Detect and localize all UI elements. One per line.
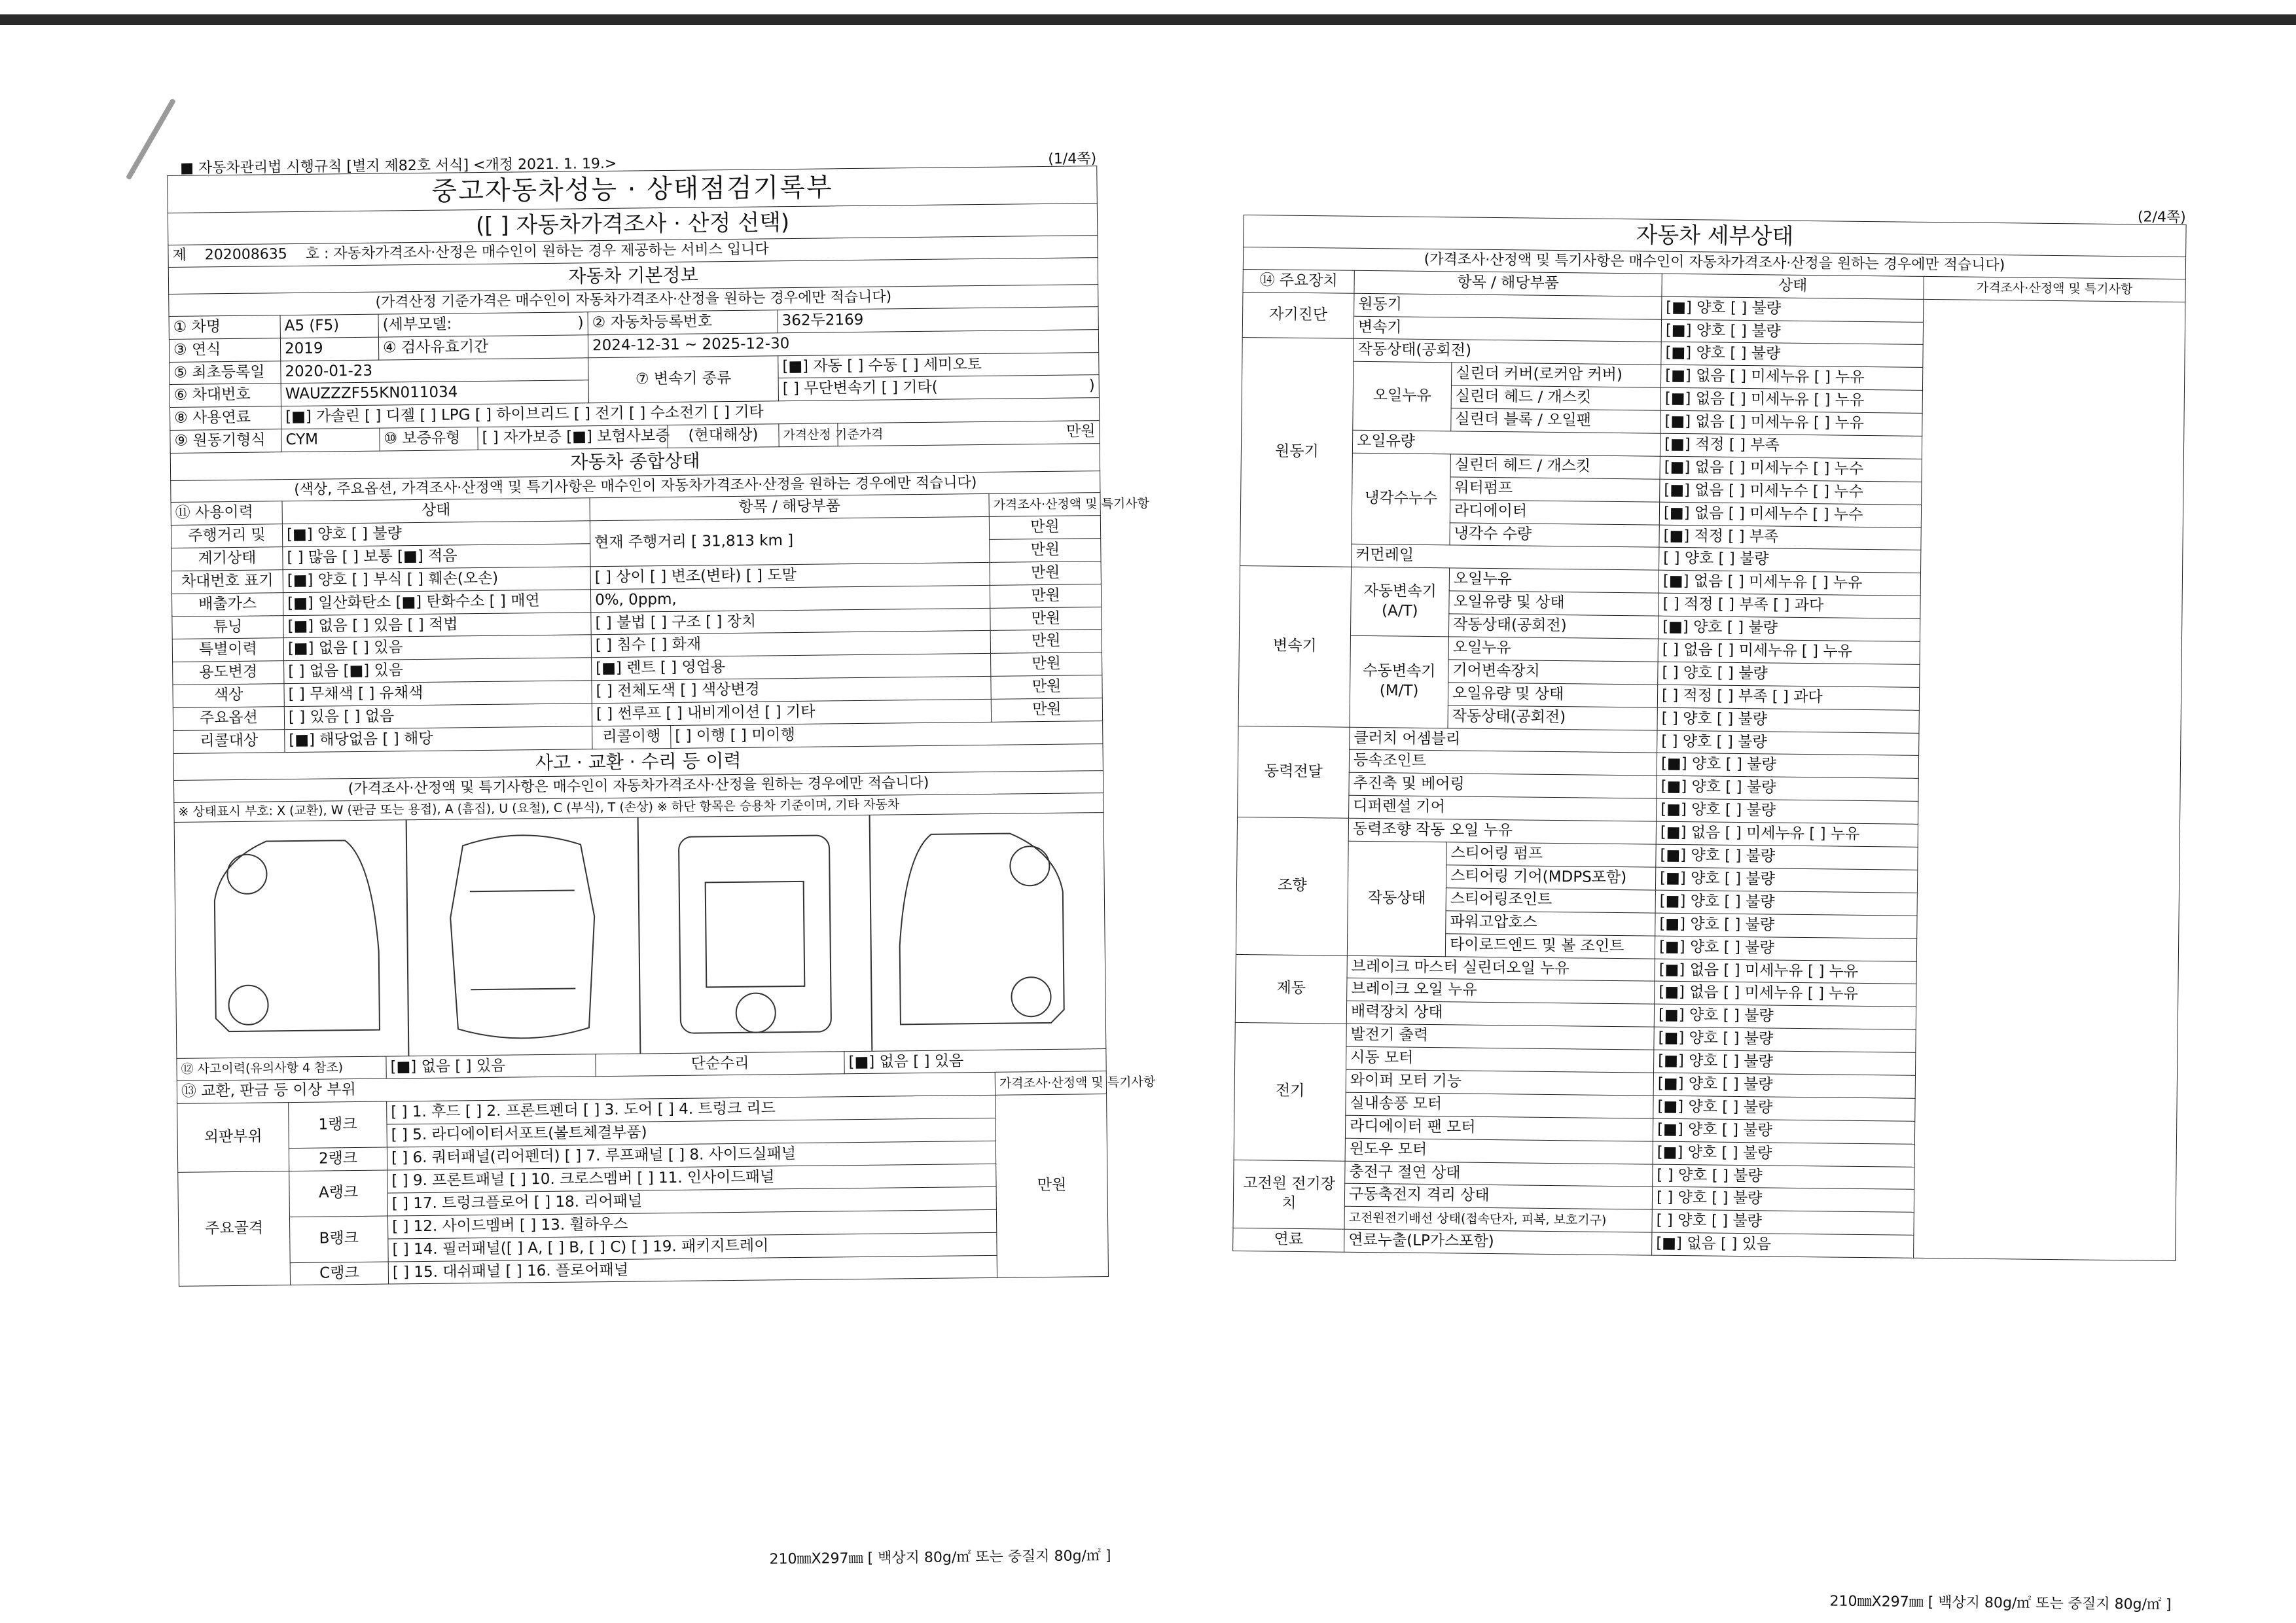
row-item: 윈도우 모터 [1345,1138,1653,1164]
row-item: 등속조인트 [1349,750,1657,776]
row-state: [■] 적정 [ ] 부족 [1660,433,1922,459]
group-mt: 수동변속기 (M/T) [1350,635,1448,728]
row-item: 실내송풍 모터 [1346,1092,1653,1118]
row-state: [■] 없음 [ ] 미세누수 [ ] 누수 [1659,502,1921,527]
row-state: [ ] 양호 [ ] 불량 [1658,662,1920,687]
row-label: 용도변경 [173,661,284,685]
group-fuel: 연료 [1233,1228,1344,1253]
row-item: 스티어링 기어(MDPS포함) [1446,865,1655,890]
exchange-price-header: 가격조사·산정액 및 특기사항 [995,1071,1106,1096]
fuel-label: ⑧ 사용연료 [170,406,281,431]
frame-label: 주요골격 [178,1171,291,1287]
row-item: 0%, 0ppm, [590,585,990,612]
row-price: 만원 [990,584,1101,608]
row-item: 변속기 [1354,316,1661,342]
row-label: 주행거리 및 [171,524,282,548]
row-item: [■] 렌트 [ ] 영업용 [592,654,991,681]
page-1 [167,147,1156,1584]
rankC-label: C랭크 [290,1262,388,1285]
row-state: [■] 양호 [ ] 부식 [ ] 훼손(오손) [283,567,590,593]
group-power: 동력전달 [1238,726,1350,818]
transmission-line2: [ ] 무단변속기 [ ] 기타( [782,379,938,398]
paper-spec-footer: 210㎜X297㎜ [ 백상지 80g/㎡ 또는 중질지 80g/㎡ ] [1829,1593,2172,1613]
outer-panel-label: 외판부위 [177,1103,289,1172]
symbol-note: ※ 상태표시 부호: X (교환), W (판금 또는 용접), A (흠집), U (요철), C (부식), T (손상) ※ 하단 항목은 승용차 기준이며, 기타 자동차 [174,793,1103,822]
row-state: [ ] 양호 [ ] 불량 [1659,548,1921,573]
rankA-line2: [ ] 17. 트렁크플로어 [ ] 18. 리어패널 [387,1186,996,1216]
row-item: 오일누유 [1448,637,1658,662]
row-state: [ ] 적정 [ ] 부족 [ ] 과다 [1659,593,1920,618]
rankA-line1: [ ] 9. 프론트패널 [ ] 10. 크로스멤버 [ ] 11. 인사이드패널 [387,1164,996,1193]
group-trans: 변속기 [1238,566,1352,727]
vin-label: ⑥ 차대번호 [170,383,281,408]
first-reg-label: ⑤ 최초등록일 [170,361,281,385]
price-header: 가격조사·산정액 및 특기사항 [989,493,1100,517]
paper-spec-footer: 210㎜X297㎜ [ 백상지 80g/㎡ 또는 중질지 80g/㎡ ] [769,1548,1111,1568]
row-item: 연료누출(LP가스포함) [1344,1229,1652,1255]
recall-label: 리콜대상 [173,730,285,754]
row-state: [■] 없음 [ ] 미세누수 [ ] 누수 [1660,456,1922,482]
row-state: [■] 양호 [ ] 불량 [1655,890,1917,916]
row-item: 고전원전기배선 상태(접속단자, 피복, 보호기구) [1344,1206,1652,1232]
row-state: [■] 양호 [ ] 불량 [1655,936,1916,961]
row-label: 특별이력 [172,638,283,662]
row-item: 발전기 출력 [1346,1024,1654,1050]
row-state: [■] 양호 [ ] 불량 [1661,342,1923,368]
service-note: : 자동차가격조사·산정은 매수인이 원하는 경우 제공하는 서비스 입니다 [323,241,769,262]
row-label: 차대번호 표기 [171,569,283,594]
row-item: 실린더 헤드 / 개스킷 [1450,454,1660,479]
item-header: 항목 / 해당부품 [590,493,989,520]
rankB-line2: [ ] 14. 필러패널([ ] A, [ ] B, [ ] C) [ ] 19. 패키지트레이 [388,1232,997,1262]
row-price: 만원 [990,630,1102,654]
page-number: (2/4쪽) [2137,209,2186,226]
row-state: [■] 양호 [ ] 불량 [1653,1141,1914,1167]
row-item: 기어변속장치 [1448,660,1658,685]
model-year-value: 2019 [280,337,378,361]
row-state: [■] 없음 [ ] 있음 [283,635,591,661]
row-item: 원동기 [1354,293,1662,319]
row-state: [■] 없음 [ ] 미세누수 [ ] 누수 [1660,479,1922,505]
row-state: [■] 없음 [ ] 미세누유 [ ] 누유 [1660,410,1922,436]
simple-repair-label: 단순수리 [596,1051,844,1077]
row-state: [■] 양호 [ ] 불량 [1654,1050,1916,1075]
row-item: [ ] 상이 [ ] 변조(변타) [ ] 도말 [590,562,990,589]
warranty-value: [ ] 자가보증 [■] 보험사보증 [478,425,668,450]
rank2-line1: [ ] 6. 쿼터패널(리어펜더) [ ] 7. 루프패널 [ ] 8. 사이드실패널 [387,1141,996,1170]
rank2-label: 2랭크 [289,1147,387,1171]
row-price: 만원 [989,516,1100,540]
summary-title: 자동차 종합상태 [170,444,1100,480]
simple-repair-value: [■] 없음 [ ] 있음 [844,1048,1106,1074]
price-header: 가격조사·산정액 및 특기사항 [1924,276,2185,302]
form-subtitle: ([ ] 자동차가격조사 · 산정 선택) [168,204,1097,245]
row-item: 충전구 절연 상태 [1345,1161,1653,1187]
reg-no-value: 362두2169 [778,306,1098,332]
row-state: [■] 적정 [ ] 부족 [1659,525,1921,550]
row-state: [ ] 무채색 [ ] 유채색 [284,681,592,707]
row-price: 만원 [991,652,1102,677]
row-item: 브레이크 오일 누유 [1347,978,1655,1005]
row-item: [ ] 침수 [ ] 화재 [591,631,990,658]
row-state: [■] 양호 [ ] 불량 [1661,319,1923,345]
row-item: 동력조향 작동 오일 누유 [1348,818,1656,844]
row-state: [■] 없음 [ ] 미세누유 [ ] 누유 [1656,821,1918,847]
recall-state: [■] 해당없음 [ ] 해당 [285,726,592,753]
form-legal-header: ■ 자동차관리법 시행규칙 [별지 제82호 서식] <개정 2021. 1. 19.> [180,155,617,177]
price-notes-column [1914,299,2185,1261]
state-header: 상태 [1662,274,1924,299]
row-state: [■] 없음 [ ] 미세누유 [ ] 누유 [1660,365,1922,391]
recall-item: [ ] 이행 [ ] 미이행 [671,721,1103,749]
row-item: 시동 모터 [1346,1046,1654,1073]
row-item: 현재 주행거리 [ 31,813 km ] [590,516,990,566]
group-hv: 고전원 전기장치 [1233,1160,1345,1229]
row-state: [■] 없음 [ ] 미세누유 [ ] 누유 [1660,387,1922,413]
row-item: 라디에이터 [1450,500,1659,525]
row-state: [■] 양호 [ ] 불량 [282,521,590,547]
page-2 [1229,196,2186,1620]
row-state: [■] 양호 [ ] 불량 [1653,1118,1914,1144]
row-state: [■] 양호 [ ] 불량 [1662,296,1924,322]
row-state: [ ] 양호 [ ] 불량 [1657,707,1919,733]
item-header: 항목 / 해당부품 [1354,270,1662,296]
base-price-unit: 만원 [838,421,1100,446]
row-state: [■] 양호 [ ] 불량 [1655,913,1917,938]
detail-model-end: ) [577,314,584,332]
main-device-header: ⑭ 주요장치 [1243,269,1354,293]
row-label: 배출가스 [171,592,283,616]
detail-model-label: (세부모델: [382,315,452,334]
row-state: [ ] 없음 [■] 있음 [284,658,592,684]
record-no-prefix: 제 [172,247,187,264]
car-name-value: A5 (F5) [280,314,378,338]
transmission-label: ⑦ 변속기 종류 [588,355,779,403]
detail-title: 자동차 세부상태 [1244,215,2186,257]
row-item: 배력장치 상태 [1346,1001,1654,1027]
row-state: [ ] 적정 [ ] 부족 [ ] 과다 [1657,685,1919,710]
row-label: 튜닝 [172,615,283,639]
row-label: 계기상태 [171,547,283,571]
fuel-value: [■] 가솔린 [ ] 디젤 [ ] LPG [ ] 하이브리드 [ ] 전기 [ ] 수소전기 [ ] 기타 [281,398,1099,429]
row-item: 구동축전지 격리 상태 [1344,1184,1652,1210]
row-item: 작동상태(공회전) [1448,705,1657,730]
row-item: 작동상태(공회전) [1354,339,1661,365]
engine-type-value: CYM [281,428,380,452]
row-label: 색상 [173,684,284,708]
accident-note: (가격조사·산정액 및 특기사항은 매수인이 자동차가격조사·산정을 원하는 경우에만 적습니다) [173,771,1103,802]
row-item: 와이퍼 모터 기능 [1346,1069,1653,1096]
inspection-validity-value: 2024-12-31 ~ 2025-12-30 [588,329,1098,357]
group-steer-op: 작동상태 [1347,841,1446,956]
group-selfdiag: 자기진단 [1242,292,1354,339]
row-state: [■] 없음 [ ] 미세누유 [ ] 누유 [1655,982,1916,1007]
row-item: 추진축 및 베어링 [1349,773,1657,799]
row-state: [■] 양호 [ ] 불량 [1657,753,1918,779]
row-item: 스티어링 펌프 [1446,842,1656,867]
row-state: [■] 양호 [ ] 불량 [1653,1096,1915,1121]
rankC-line1: [ ] 15. 대쉬패널 [ ] 16. 플로어패널 [388,1255,997,1285]
row-item: 실린더 헤드 / 개스킷 [1451,385,1660,410]
inspection-validity-label: ④ 검사유효기간 [378,334,588,359]
row-state: [■] 양호 [ ] 불량 [1656,844,1918,870]
row-item: 타이로드엔드 및 볼 조인트 [1445,933,1655,958]
page-number: (1/4쪽) [1048,151,1097,168]
row-state: [■] 일산화탄소 [■] 탄화수소 [ ] 매연 [283,589,590,615]
row-item: 오일누유 [1449,568,1659,593]
car-name-label: ① 차명 [169,315,280,339]
first-reg-value: 2020-01-23 [281,357,588,383]
use-history-header: ⑪ 사용이력 [171,501,282,526]
group-oilleak: 오일누유 [1353,362,1452,431]
record-no-suffix: 호 [305,245,320,262]
group-engine: 원동기 [1240,338,1354,567]
transmission-line2-end: ) [1088,377,1095,395]
row-item: 오일유량 및 상태 [1449,591,1659,616]
rank1-line2: [ ] 5. 라디에이터서포트(볼트체결부품) [387,1118,996,1148]
base-price-label: 가격산정 기준가격 [779,423,838,447]
group-coolant: 냉각수누수 [1352,453,1450,545]
group-steer: 조향 [1236,817,1348,955]
row-price: 만원 [990,561,1101,585]
row-state: [ ] 양호 [ ] 불량 [1652,1187,1914,1213]
row-state: [ ] 없음 [ ] 미세누유 [ ] 누유 [1658,639,1920,664]
row-label: 주요옵션 [173,707,284,731]
row-state: [■] 양호 [ ] 불량 [1654,1004,1916,1029]
record-number: 202008635 [204,246,287,264]
row-item: 오일유량 및 상태 [1448,683,1657,707]
row-item: 실린더 블록 / 오일팬 [1451,408,1660,433]
group-at: 자동변속기 (A/T) [1350,567,1449,637]
row-state: [■] 양호 [ ] 불량 [1658,616,1920,641]
recall-item-label: 리콜이행 [592,725,671,749]
row-price: 만원 [991,675,1102,700]
row-price: 만원 [990,607,1102,631]
car-diagram-panel [174,812,1106,1058]
summary-note: (색상, 주요옵션, 가격조사·산정액 및 특기사항은 매수인이 자동차가격조사·산정을 원하는 경우에만 적습니다) [171,471,1100,502]
reg-no-label: ② 자동차등록번호 [588,310,778,335]
row-state: [ ] 양호 [ ] 불량 [1657,730,1919,756]
row-price: 만원 [990,538,1101,562]
row-item: 라디에이터 팬 모터 [1345,1115,1653,1141]
warranty-insurer: (현대해상) [668,424,779,448]
rank1-line1: [ ] 1. 후드 [ ] 2. 프론트펜더 [ ] 3. 도어 [ ] 4. 트렁크 리드 [387,1096,996,1125]
row-item: 작동상태(공회전) [1448,614,1658,639]
row-state: [ ] 많음 [ ] 보통 [■] 적음 [283,544,590,570]
row-state: [ ] 양호 [ ] 불량 [1652,1209,1914,1235]
accident-value: [■] 없음 [ ] 있음 [386,1054,596,1079]
model-year-label: ③ 연식 [169,338,280,362]
detail-note: (가격조사·산정액 및 특기사항은 매수인이 자동차가격조사·산정을 원하는 경우에만 적습니다) [1243,247,2185,279]
accident-label: ⑫ 사고이력(유의사항 4 참조) [177,1056,386,1081]
row-state: [■] 양호 [ ] 불량 [1657,798,1918,824]
rankB-label: B랭크 [289,1216,388,1262]
row-state: [■] 양호 [ ] 불량 [1655,867,1917,893]
row-item: 스티어링조인트 [1446,888,1655,913]
row-item: 커먼레일 [1352,544,1659,571]
rankB-line1: [ ] 12. 사이드멤버 [ ] 13. 휠하우스 [387,1209,996,1239]
row-state: [ ] 양호 [ ] 불량 [1653,1164,1914,1190]
state-header: 상태 [282,498,590,524]
group-brake: 제동 [1235,954,1347,1024]
row-item: 워터펌프 [1450,477,1660,502]
row-item: 냉각수 수량 [1450,522,1659,547]
row-item: 클러치 어셈블리 [1350,727,1657,753]
row-item: 디퍼렌셜 기어 [1349,796,1657,822]
engine-type-label: ⑨ 원동기형식 [170,429,281,454]
exchange-label: ⑬ 교환, 판금 등 이상 부위 [177,1073,995,1104]
row-item: 파워고압호스 [1446,911,1655,936]
row-state: [■] 양호 [ ] 불량 [1657,776,1918,802]
transmission-line1: [■] 자동 [ ] 수동 [ ] 세미오토 [778,352,1099,378]
basic-info-note: (가격산정 기준가격은 매수인이 자동차가격조사·산정을 원하는 경우에만 적습니다) [169,285,1098,316]
exchange-price-unit: 만원 [996,1094,1109,1278]
rank1-label: 1랭크 [289,1101,387,1148]
detail-table [1232,215,2187,1261]
basic-info-title: 자동차 기본정보 [168,257,1098,294]
row-state: [■] 없음 [ ] 미세누유 [ ] 누유 [1655,959,1916,984]
row-state: [■] 없음 [ ] 미세누유 [ ] 누유 [1659,571,1920,596]
form-title: 중고자동차성능 · 상태점검기록부 [168,166,1098,213]
row-item: 오일유량 [1352,430,1660,456]
accident-title: 사고 · 교환 · 수리 등 이력 [173,743,1103,780]
row-item: [ ] 불법 [ ] 구조 [ ] 장치 [591,608,990,635]
scan-top-edge [0,14,2296,25]
vin-value: WAUZZZF55KN011034 [281,380,588,406]
row-item: [ ] 전체도색 [ ] 색상변경 [592,677,991,704]
row-state: [■] 없음 [ ] 있음 [1652,1232,1914,1258]
row-price: 만원 [991,698,1102,722]
row-state: [■] 양호 [ ] 불량 [1654,1027,1916,1052]
row-state: [ ] 있음 [ ] 없음 [284,704,592,730]
warranty-label: ⑩ 보증유형 [380,427,478,451]
form-table-1 [167,166,1156,1287]
row-item: 실린더 커버(로커암 커버) [1451,363,1660,387]
row-item: 브레이크 마스터 실린더오일 누유 [1347,955,1655,982]
rankA-label: A랭크 [289,1170,388,1217]
car-diagram [175,813,1104,1058]
row-state: [■] 양호 [ ] 불량 [1653,1073,1915,1098]
row-state: [■] 없음 [ ] 있음 [ ] 적법 [283,612,591,638]
row-item: [ ] 썬루프 [ ] 내비게이션 [ ] 기타 [592,699,991,726]
group-elec: 전기 [1234,1023,1346,1161]
